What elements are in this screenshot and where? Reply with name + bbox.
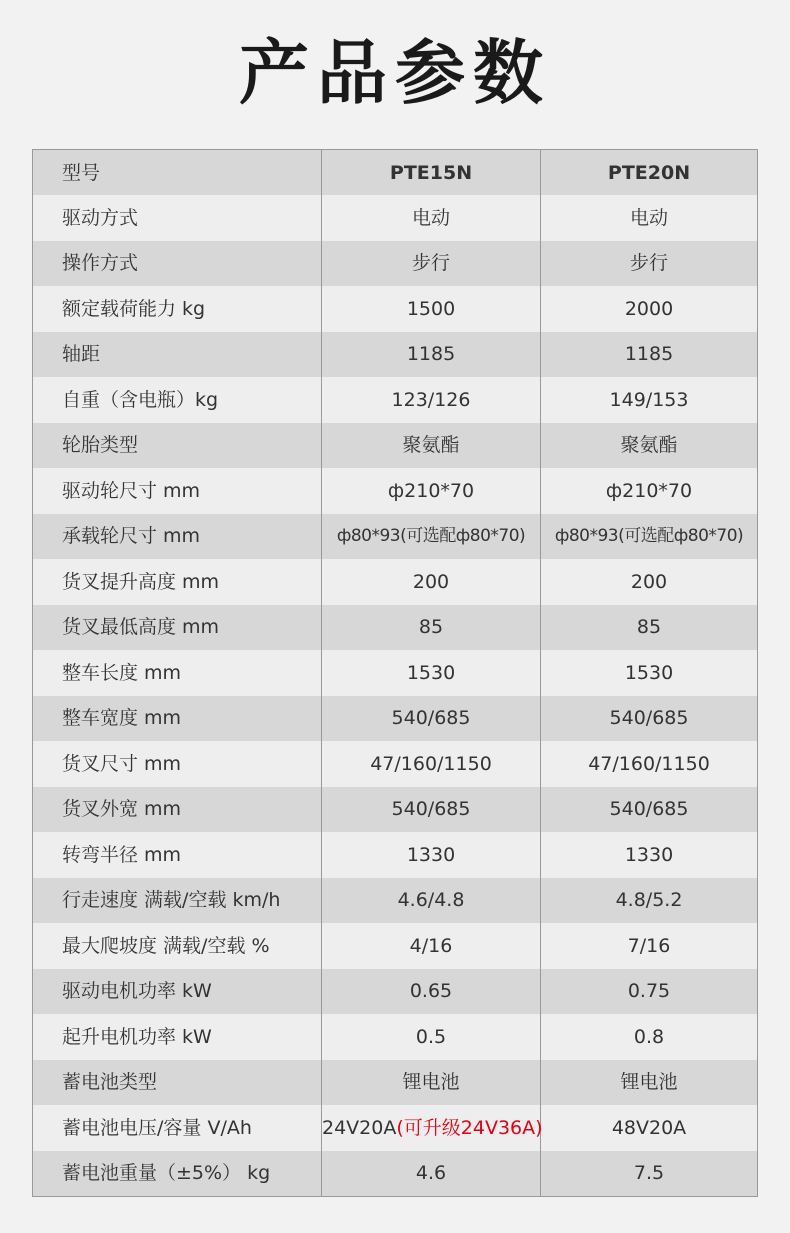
header-model-pte20n: PTE20N: [541, 150, 758, 196]
row-label: 货叉最低高度 mm: [33, 605, 322, 651]
row-value-pte20n: 0.8: [541, 1014, 758, 1060]
voltage-capacity-value: 24V20A: [322, 1116, 397, 1139]
row-value-pte15n: 200: [322, 559, 541, 605]
table-row: [33, 787, 758, 833]
row-value-pte15n: [322, 1105, 541, 1151]
table-row: [33, 696, 758, 742]
row-label: 操作方式: [33, 241, 322, 287]
row-value-pte15n: 540/685: [322, 696, 541, 742]
table-row: [33, 605, 758, 651]
row-value-pte20n: 电动: [541, 195, 758, 241]
header-label: 型号: [33, 150, 322, 196]
row-value-pte15n: 123/126: [322, 377, 541, 423]
row-value-pte20n: 200: [541, 559, 758, 605]
table-row: [33, 423, 758, 469]
header-model-pte15n: PTE15N: [322, 150, 541, 196]
row-value-pte15n: 4.6/4.8: [322, 878, 541, 924]
row-value-pte20n: 149/153: [541, 377, 758, 423]
table-row: [33, 559, 758, 605]
row-value-pte15n: 4.6: [322, 1151, 541, 1197]
row-value-pte20n: 7/16: [541, 923, 758, 969]
row-value-pte20n: 7.5: [541, 1151, 758, 1197]
row-value-pte20n: 85: [541, 605, 758, 651]
row-label: 承载轮尺寸 mm: [33, 514, 322, 560]
row-label: 行走速度 满载/空载 km/h: [33, 878, 322, 924]
row-value-pte20n: 1530: [541, 650, 758, 696]
table-row: [33, 468, 758, 514]
row-value-pte15n: 1330: [322, 832, 541, 878]
table-row: [33, 195, 758, 241]
row-value-pte15n: 1530: [322, 650, 541, 696]
row-value-pte20n: 47/160/1150: [541, 741, 758, 787]
table-header-row: [33, 150, 758, 196]
row-label: 轴距: [33, 332, 322, 378]
table-row: [33, 1060, 758, 1106]
row-label: 蓄电池重量（±5%） kg: [33, 1151, 322, 1197]
row-value-pte20n: ф80*93(可选配ф80*70): [541, 514, 758, 560]
table-row: [33, 1105, 758, 1151]
page-title: 产品参数: [239, 32, 551, 114]
row-value-pte15n: 540/685: [322, 787, 541, 833]
row-label: 货叉提升高度 mm: [33, 559, 322, 605]
row-label: 转弯半径 mm: [33, 832, 322, 878]
row-label: 整车长度 mm: [33, 650, 322, 696]
row-value-pte20n: 540/685: [541, 787, 758, 833]
row-value-pte15n: 47/160/1150: [322, 741, 541, 787]
table-row: [33, 514, 758, 560]
row-label: 货叉外宽 mm: [33, 787, 322, 833]
table-row: [33, 1014, 758, 1060]
row-value-pte20n: 2000: [541, 286, 758, 332]
row-value-pte15n: 1500: [322, 286, 541, 332]
row-label: 驱动轮尺寸 mm: [33, 468, 322, 514]
row-label: 自重（含电瓶）kg: [33, 377, 322, 423]
table-row: [33, 741, 758, 787]
row-label: 最大爬坡度 满载/空载 %: [33, 923, 322, 969]
table-row: [33, 1151, 758, 1197]
row-value-pte15n: ф80*93(可选配ф80*70): [322, 514, 541, 560]
table-row: [33, 832, 758, 878]
row-value-pte20n: 4.8/5.2: [541, 878, 758, 924]
row-label: 整车宽度 mm: [33, 696, 322, 742]
row-value-pte15n: 锂电池: [322, 1060, 541, 1106]
row-value-pte15n: 聚氨酯: [322, 423, 541, 469]
row-value-pte15n: 1185: [322, 332, 541, 378]
row-value-pte20n: 锂电池: [541, 1060, 758, 1106]
row-value-pte20n: 聚氨酯: [541, 423, 758, 469]
row-label: 货叉尺寸 mm: [33, 741, 322, 787]
row-value-pte20n: 1330: [541, 832, 758, 878]
row-label: 驱动方式: [33, 195, 322, 241]
table-row: [33, 923, 758, 969]
row-value-pte15n: 步行: [322, 241, 541, 287]
row-value-pte15n: 0.65: [322, 969, 541, 1015]
spec-table: [32, 149, 758, 1197]
row-label: 驱动电机功率 kW: [33, 969, 322, 1015]
table-row: [33, 650, 758, 696]
row-value-pte20n: 540/685: [541, 696, 758, 742]
table-row: [33, 332, 758, 378]
row-value-pte20n: ф210*70: [541, 468, 758, 514]
row-value-pte15n: 电动: [322, 195, 541, 241]
upgrade-note: (可升级24V36A): [396, 1116, 543, 1139]
row-label: 轮胎类型: [33, 423, 322, 469]
row-value-pte15n: 85: [322, 605, 541, 651]
table-row: [33, 241, 758, 287]
row-label: 起升电机功率 kW: [33, 1014, 322, 1060]
table-row: [33, 969, 758, 1015]
row-value-pte20n: 0.75: [541, 969, 758, 1015]
row-value-pte20n: 48V20A: [541, 1105, 758, 1151]
row-value-pte20n: 步行: [541, 241, 758, 287]
row-label: 额定载荷能力 kg: [33, 286, 322, 332]
table-row: [33, 377, 758, 423]
row-value-pte20n: 1185: [541, 332, 758, 378]
row-value-pte15n: 0.5: [322, 1014, 541, 1060]
row-label: 蓄电池电压/容量 V/Ah: [33, 1105, 322, 1151]
row-value-pte15n: 4/16: [322, 923, 541, 969]
row-value-pte15n: ф210*70: [322, 468, 541, 514]
table-row: [33, 286, 758, 332]
row-label: 蓄电池类型: [33, 1060, 322, 1106]
table-row: [33, 878, 758, 924]
